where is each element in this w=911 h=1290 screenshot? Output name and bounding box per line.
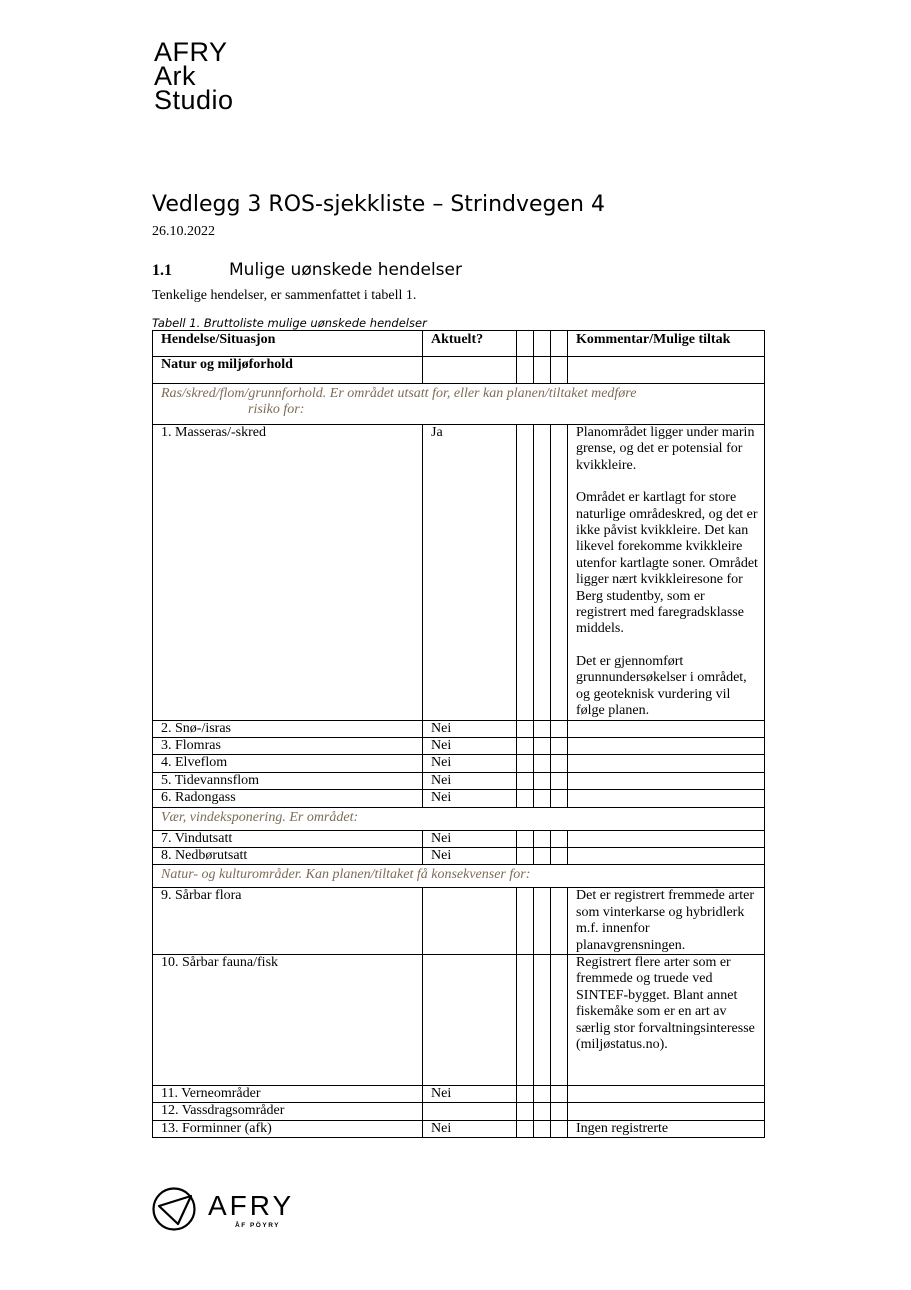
section-title: Mulige uønskede hendelser bbox=[229, 260, 462, 280]
table-row: 9. Sårbar flora Det er registrert fremmede arter som vinterkarse og hybridlerk m.f. innenfor planavgrensningen. bbox=[153, 888, 765, 955]
table-row: 7. Vindutsatt Nei bbox=[153, 830, 765, 847]
category-row bbox=[153, 807, 765, 830]
table-row: 13. Forminner (afk) Nei Ingen registrerte bbox=[153, 1120, 765, 1137]
table-row: 3. Flomras Nei bbox=[153, 737, 765, 754]
table-row: 2. Snø-/isras Nei bbox=[153, 720, 765, 737]
document-date: 26.10.2022 bbox=[152, 224, 215, 239]
comment-cell: Planområdet ligger under marin grense, og det er potensial for kvikkleire. Området er kartlagt for store naturlige områdeskred, og det er ikke påvist kvikkleire. Det kan likevel forekomme kvikkleire utenfor kartlagte soner. Området ligger nært kvikkleiresone for Berg studentby, som er registrert med faregradsklasse middels. Det er gjennomført grunnundersøkelser i området, og geoteknisk vurdering vil følge planen. bbox=[568, 425, 765, 721]
table-row: 6. Radongass Nei bbox=[153, 790, 765, 807]
table-row: 5. Tidevannsflom Nei bbox=[153, 772, 765, 789]
category-row bbox=[153, 384, 765, 425]
logo-line-ark: Ark bbox=[154, 61, 196, 91]
table-row: 10. Sårbar fauna/fisk Registrert flere arter som er fremmede og truede ved SINTEF-bygget. Blant annet fiskemåke som er en art av særlig stor forvaltningsinteresse (miljøstatus.no). bbox=[153, 954, 765, 1085]
table-header-row bbox=[153, 331, 765, 357]
group-row bbox=[153, 357, 765, 384]
footer-brand: AFRY bbox=[208, 1190, 295, 1221]
header-event: Hendelse/Situasjon bbox=[153, 331, 423, 357]
footer-brand-sub: ÅF PÖYRY bbox=[235, 1222, 280, 1229]
category-vaer: Vær, vindeksponering. Er området: bbox=[153, 807, 765, 830]
section-number: 1.1 bbox=[152, 262, 172, 279]
category-row bbox=[153, 865, 765, 888]
footer-logo bbox=[152, 1186, 312, 1232]
group-title: Natur og miljøforhold bbox=[153, 357, 423, 384]
header-comment: Kommentar/Mulige tiltak bbox=[568, 331, 765, 357]
header-relevant: Aktuelt? bbox=[423, 331, 517, 357]
table-row: 1. Masseras/-skred Ja Planområdet ligger under marin grense, og det er potensial for kvikkleire. Området er kartlagt for store naturlige områdeskred, og det er ikke påvist kvikkleire. Det kan likevel forekomme kvikkleire utenfor kartlagte soner. Området ligger nært kvikkleiresone for Berg studentby, som er registrert med faregradsklasse middels. Det er gjennomført grunnundersøkelser i området, og geoteknisk vurdering vil følge planen. bbox=[153, 425, 765, 721]
intro-text: Tenkelige hendelser, er sammenfattet i tabell 1. bbox=[152, 288, 417, 303]
table-caption: Tabell 1. Bruttoliste mulige uønskede hendelser bbox=[152, 316, 427, 330]
table-row: 8. Nedbørutsatt Nei bbox=[153, 847, 765, 864]
header-logo bbox=[154, 37, 234, 115]
section-heading bbox=[152, 260, 462, 280]
ros-table bbox=[152, 330, 765, 1138]
document-title: Vedlegg 3 ROS-sjekkliste – Strindvegen 4 bbox=[152, 192, 605, 217]
table-row: 4. Elveflom Nei bbox=[153, 755, 765, 772]
logo-line-afry: AFRY bbox=[154, 37, 228, 67]
logo-line-studio: Studio bbox=[154, 85, 234, 115]
afry-emblem-icon bbox=[152, 1186, 198, 1232]
category-natur: Natur- og kulturområder. Kan planen/tiltaket få konsekvenser for: bbox=[153, 865, 765, 888]
table-row: 12. Vassdragsområder bbox=[153, 1103, 765, 1120]
category-ras: Ras/skred/flom/grunnforhold. Er området utsatt for, eller kan planen/tiltaket medføre risiko for: bbox=[153, 384, 765, 425]
table-row: 11. Verneområder Nei bbox=[153, 1085, 765, 1102]
